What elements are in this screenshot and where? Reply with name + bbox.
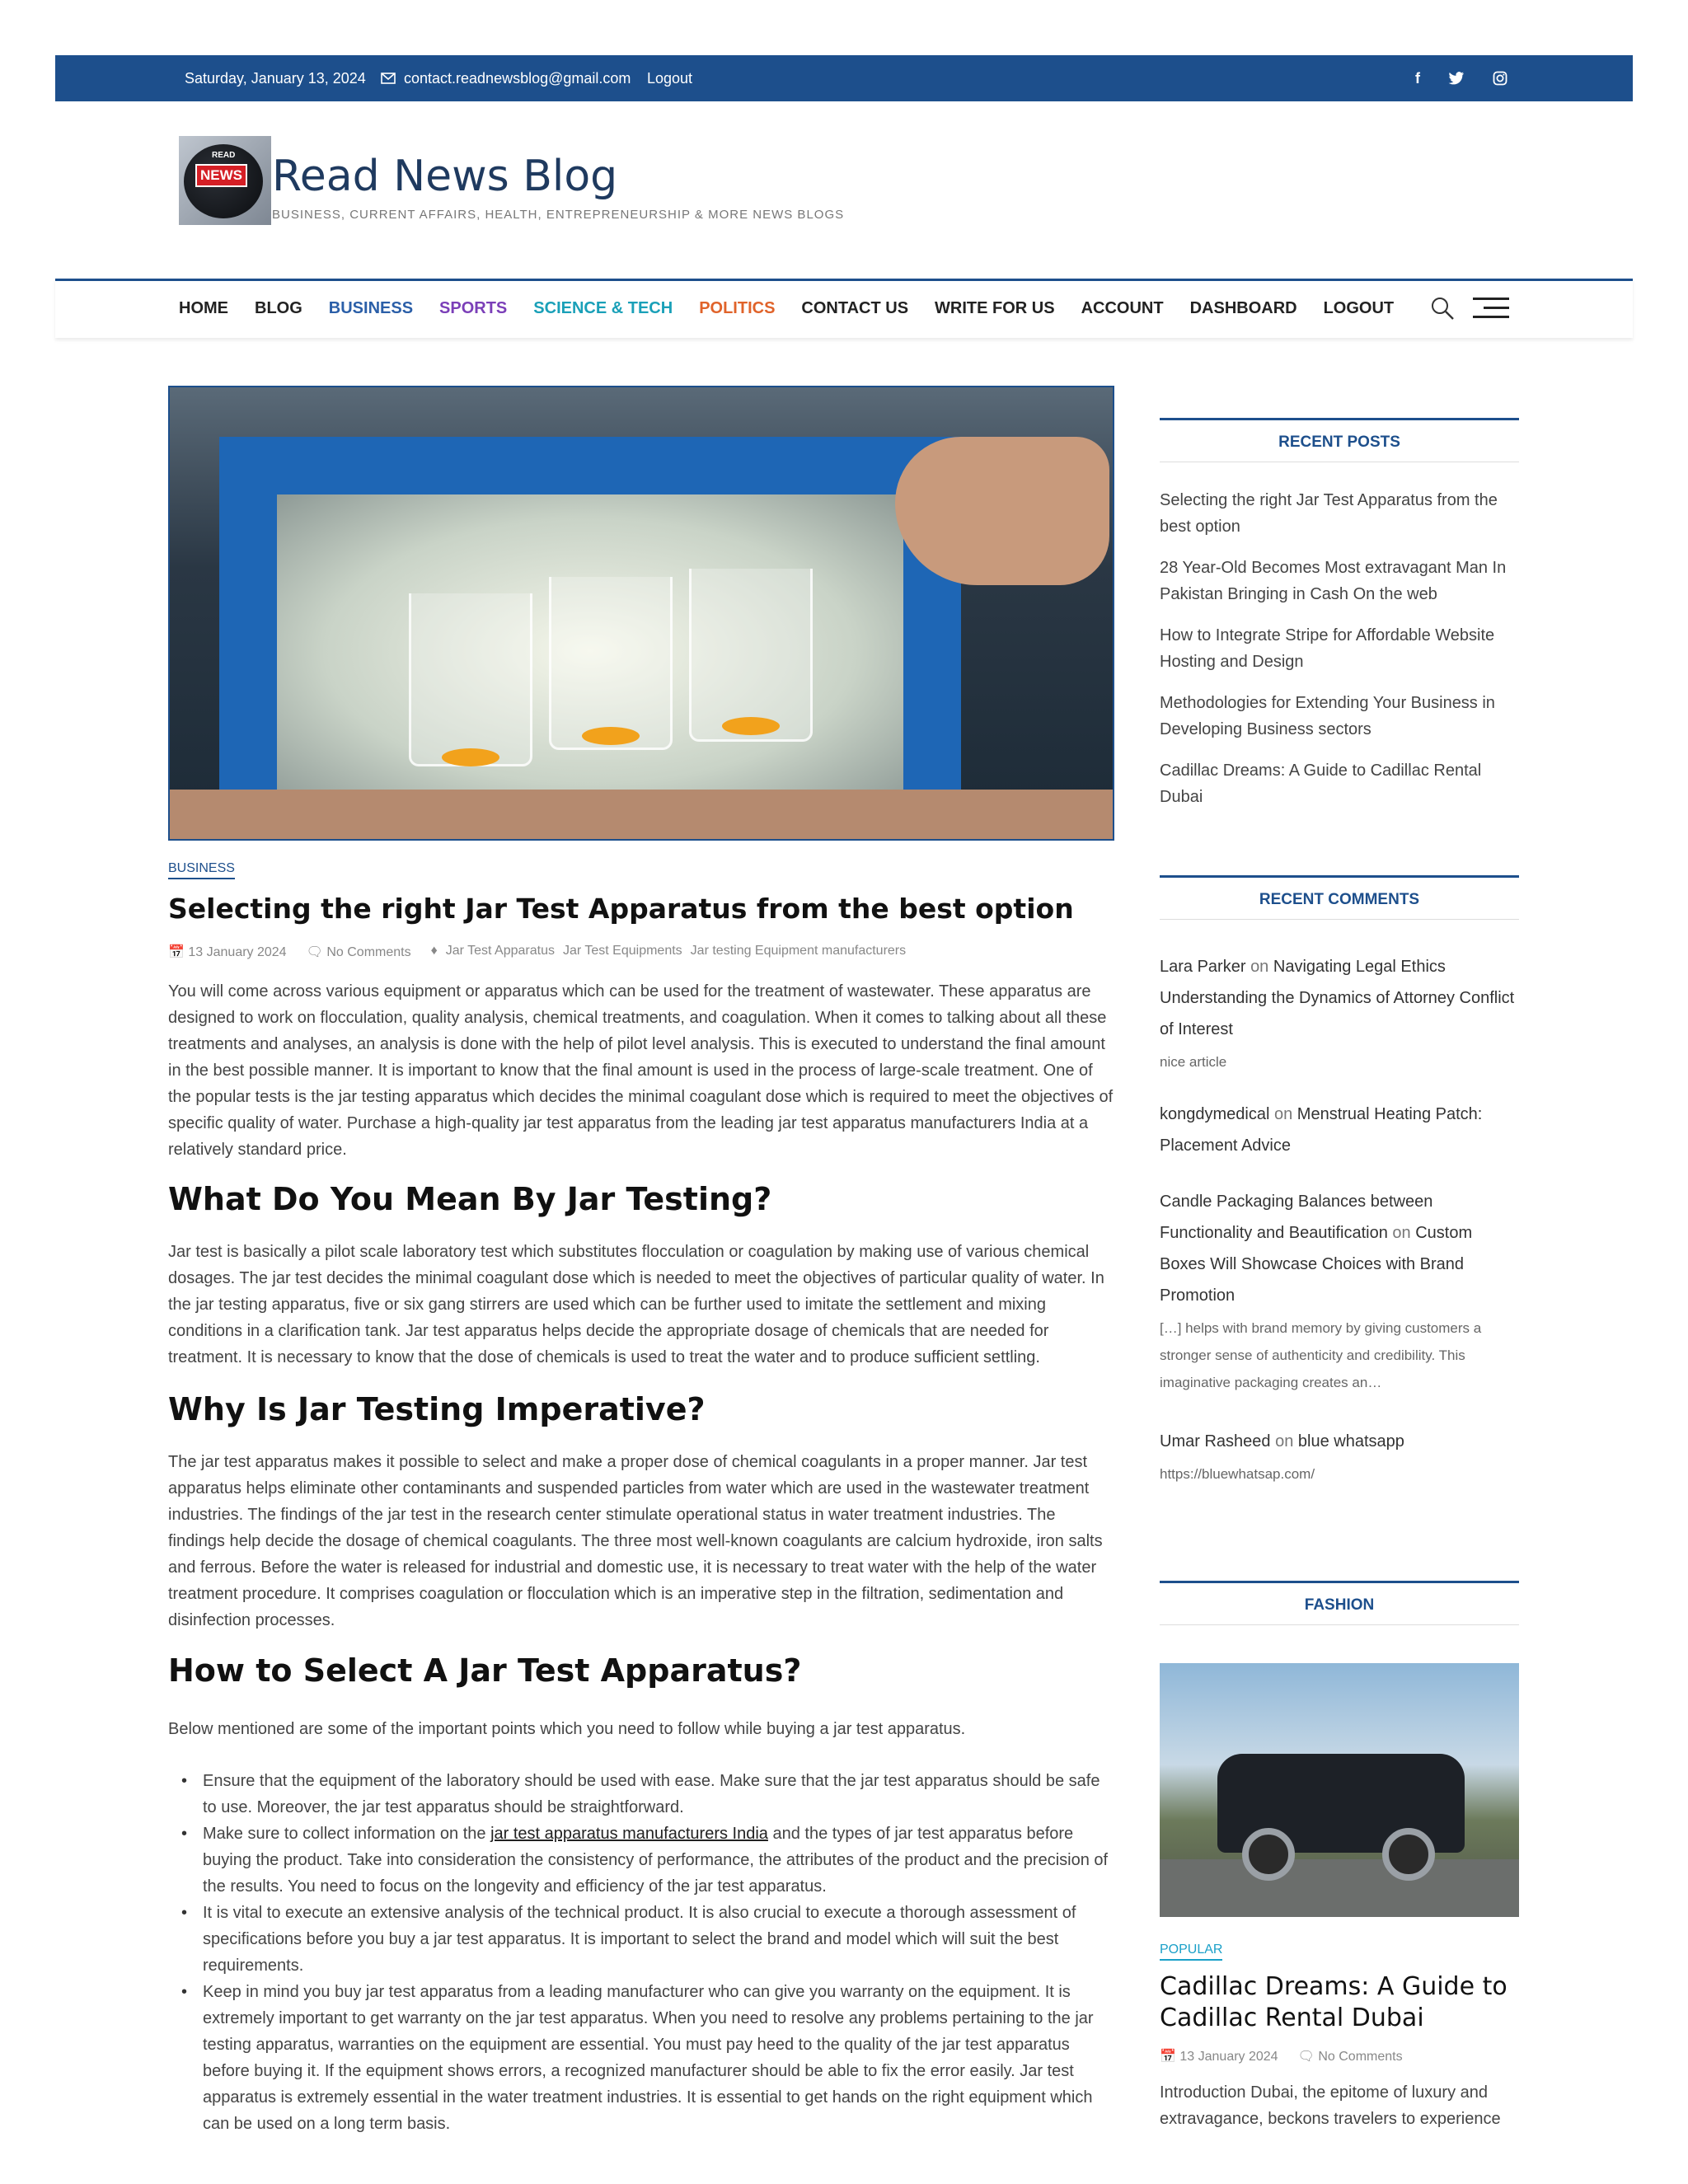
email-text: contact.readnewsblog@gmail.com: [404, 69, 631, 87]
popular-post-excerpt: Introduction Dubai, the epitome of luxury and extravagance, beckons travelers to experience: [1160, 2083, 1501, 2128]
post-intro: You will come across various equipment or apparatus which can be used for the treatment of wastewater. These apparatus are designed to work on flocculation, quality analysis, chemical treatments, and coagulation. When it comes to talking about all these treatments and analyses, an analysis is done with the help of pilot level analysis. This is executed to understand the final amount in the best possible manner. It is important to know that the final amount is used in the process of large-scale treatment. One of the popular tests is the jar testing apparatus which decides the minimal coagulant dose which is required to meet the objectives of specific quality of water. Purchase a high-quality jar test apparatus from the leading jar test apparatus manufacturers India at a relatively standard price.: [168, 982, 1114, 1159]
comment-item: [1160, 1426, 1519, 1488]
nav-item-politics[interactable]: POLITICS: [699, 299, 776, 317]
comment-post-link[interactable]: blue whatsapp: [1297, 1432, 1404, 1451]
post-tag[interactable]: Jar Test Apparatus: [445, 944, 555, 958]
menu-hamburger-icon[interactable]: [1473, 298, 1509, 325]
post-comments[interactable]: 🗨 No Comments: [306, 945, 411, 959]
recent-posts-widget: [1160, 418, 1519, 825]
nav-item-contact-us[interactable]: CONTACT US: [801, 299, 909, 317]
top-bar: [55, 55, 1633, 101]
nav-item-home[interactable]: HOME: [179, 299, 228, 317]
nav-item-account[interactable]: ACCOUNT: [1081, 299, 1164, 317]
floc-sample: [582, 727, 640, 745]
recent-post-link[interactable]: How to Integrate Stripe for Affordable Website Hosting and Design: [1160, 626, 1495, 671]
comment-author[interactable]: Candle Packaging Balances between Functionality and Beautification: [1160, 1193, 1433, 1242]
post-tags: [431, 944, 907, 960]
comment-excerpt: nice article: [1160, 1054, 1227, 1070]
widget-title: RECENT COMMENTS: [1160, 875, 1519, 920]
section-paragraph: Jar test is basically a pilot scale laboratory test which substitutes flocculation or coagulation by making use of various chemical dosages. The jar test decides the minimal coagulant dose which is needed to meet the objectives of particular quality of water. In the jar testing apparatus, five or six gang stirrers are used which can be further used to imitate the settlement and mixing conditions in a clarification tank. Jar test apparatus helps decide the appropriate dosage of chemicals that are needed for treatment. It is necessary to know that the dose of chemicals is used to treat the water and to produce sufficient settling.: [168, 1243, 1104, 1366]
nav-item-science-tech[interactable]: SCIENCE & TECH: [533, 299, 673, 317]
featured-image: [168, 386, 1114, 841]
mail-icon: [381, 73, 396, 84]
wheel-graphic: [1382, 1828, 1435, 1881]
recent-post-link[interactable]: Selecting the right Jar Test Apparatus from the best option: [1160, 491, 1498, 536]
comment-author[interactable]: Lara Parker: [1160, 958, 1246, 976]
recent-posts-list: [1160, 487, 1519, 810]
popular-post-meta: [1160, 2048, 1403, 2064]
beaker: [409, 593, 532, 766]
nav-item-logout[interactable]: LOGOUT: [1323, 299, 1395, 317]
post-tag[interactable]: Jar Test Equipments: [563, 944, 682, 958]
list-text: and the types of jar test apparatus before buying the product. Take into consideration the consistency of performance, the attributes of the product and the precision of the results. You need to focus on the longevity and efficiency of the jar test apparatus.: [203, 1825, 1109, 1896]
comment-item: [1160, 951, 1519, 1076]
comment-line: [1160, 951, 1519, 1045]
section-paragraph: The jar test apparatus makes it possible to select and make a proper dose of chemical coagulants in a proper manner. Jar test apparatus helps eliminate other contaminants and suspended particles from water which are used in the wastewater treatment industries. The findings of the jar test in the research center stimulate operational status in water treatment industries. The findings help decide the dosage of chemical coagulants. The three most well-known coagulants are calcium hydroxide, iron salts and ferrous. Before the water is released for industrial and domestic use, it is necessary to treat water with the help of the water treatment procedure. It comprises coagulation or flocculation which is an imperative step in the filtration, sedimentation and disinfection processes.: [168, 1453, 1103, 1629]
current-date: Saturday, January 13, 2024: [185, 69, 366, 87]
section-heading: Why Is Jar Testing Imperative?: [168, 1391, 706, 1427]
recent-post-link[interactable]: 28 Year-Old Becomes Most extravagant Man In Pakistan Bringing in Cash On the web: [1160, 559, 1507, 603]
comment-author[interactable]: kongdymedical: [1160, 1105, 1270, 1123]
popular-post-image[interactable]: [1160, 1663, 1519, 1917]
comment-on: on: [1392, 1224, 1411, 1242]
comment-post-link[interactable]: Custom Boxes Will Showcase Choices with Brand Promotion: [1160, 1224, 1473, 1305]
contact-email[interactable]: [381, 70, 631, 87]
twitter-icon[interactable]: [1448, 72, 1465, 85]
section-heading: How to Select A Jar Test Apparatus?: [168, 1652, 802, 1689]
post-date[interactable]: 📅 13 January 2024: [168, 945, 287, 959]
comment-line: [1160, 1099, 1519, 1161]
road-graphic: [1160, 1859, 1519, 1917]
social-links: [1415, 70, 1507, 87]
bench-surface: [170, 790, 1113, 839]
widget-title: RECENT POSTS: [1160, 418, 1519, 462]
recent-post-link[interactable]: Cadillac Dreams: A Guide to Cadillac Rental Dubai: [1160, 762, 1482, 806]
list-item: • Ensure that the equipment of the laboratory should be used with ease. Make sure that the jar test apparatus should be safe to use. Moreover, the jar test apparatus should be straightforward.: [168, 1768, 1116, 1821]
comment-post-link[interactable]: Menstrual Heating Patch: Placement Advice: [1160, 1105, 1483, 1155]
facebook-icon[interactable]: f: [1415, 69, 1420, 87]
hand-graphic: [895, 437, 1109, 585]
post-date-text: 13 January 2024: [188, 945, 287, 959]
site-title[interactable]: Read News Blog: [272, 152, 618, 201]
post-title[interactable]: Selecting the right Jar Test Apparatus from the best option: [168, 893, 1074, 925]
post-meta: [168, 944, 906, 960]
list-text: Make sure to collect information on the: [203, 1825, 491, 1843]
recent-comments-widget: [1160, 875, 1519, 1488]
post-comments-text: No Comments: [326, 945, 411, 959]
comment-on: on: [1273, 1105, 1293, 1123]
site-logo[interactable]: [179, 136, 271, 225]
list-item: [168, 1821, 1116, 1900]
search-icon[interactable]: [1430, 296, 1455, 321]
comment-excerpt: https://bluewhatsap.com/: [1160, 1466, 1315, 1482]
popular-tag[interactable]: POPULAR: [1160, 1943, 1222, 1961]
comment-line: [1160, 1186, 1519, 1311]
comment-excerpt: […] helps with brand memory by giving customers a stronger sense of authenticity and credibility. This imaginative packaging creates an…: [1160, 1320, 1482, 1390]
popular-date-text: 13 January 2024: [1179, 2050, 1278, 2064]
comment-author[interactable]: Umar Rasheed: [1160, 1432, 1271, 1451]
comment-item: [1160, 1099, 1519, 1161]
recent-post-link[interactable]: Methodologies for Extending Your Business in Developing Business sectors: [1160, 694, 1495, 738]
selection-tips-list: [168, 1768, 1116, 2137]
comment-item: [1160, 1186, 1519, 1396]
tag-icon: ♦: [430, 944, 438, 958]
post-category[interactable]: BUSINESS: [168, 861, 235, 879]
widget-title: FASHION: [1160, 1581, 1519, 1625]
list-item: • It is vital to execute an extensive analysis of the technical product. It is also crucial to execute a thorough assessment of specifications before you buy a jar test apparatus. It is important to select the brand and model which will suit the best requirements.: [168, 1900, 1116, 1979]
nav-menu: [179, 299, 1394, 318]
logo-badge: NEWS: [195, 164, 247, 187]
nav-item-dashboard[interactable]: DASHBOARD: [1189, 299, 1297, 317]
comment-post-link[interactable]: Navigating Legal Ethics Understanding the Dynamics of Attorney Conflict of Interest: [1160, 958, 1515, 1038]
section-paragraph: Below mentioned are some of the important points which you need to follow while buying a jar test apparatus.: [168, 1720, 966, 1738]
popular-post-title[interactable]: Cadillac Dreams: A Guide to Cadillac Rental Dubai: [1160, 1972, 1507, 2032]
beaker: [549, 577, 673, 750]
main-nav: [55, 279, 1633, 338]
list-item: • Keep in mind you buy jar test apparatus from a leading manufacturer who can give you warranty on the equipment. It is extremely important to get warranty on the jar test apparatus. When you need to resolve any problems pertaining to the jar testing apparatus, warranties on the equipment are essential. You must pay heed to the quality of the jar test apparatus before buying it. If the equipment shows errors, a recognized manufacturer should be able to fix the error easily. Jar test apparatus is extremely essential in the water treatment industries. It is essential to get hands on the right equipment which can be used on a long term basis.: [168, 1979, 1116, 2137]
nav-item-sports[interactable]: SPORTS: [439, 299, 508, 317]
floc-sample: [442, 748, 499, 766]
section-heading: What Do You Mean By Jar Testing?: [168, 1181, 772, 1217]
manufacturers-link[interactable]: jar test apparatus manufacturers India: [490, 1825, 768, 1843]
floc-sample: [722, 717, 780, 735]
comment-on: on: [1275, 1432, 1294, 1451]
instagram-icon[interactable]: [1493, 71, 1507, 86]
popular-comments[interactable]: 🗨 No Comments: [1297, 2050, 1403, 2064]
popular-comments-text: No Comments: [1318, 2050, 1403, 2064]
beaker: [689, 569, 813, 742]
nav-item-business[interactable]: BUSINESS: [328, 299, 414, 317]
top-logout-link[interactable]: Logout: [647, 69, 693, 87]
comment-line: [1160, 1426, 1519, 1457]
comment-on: on: [1250, 958, 1269, 976]
fashion-widget: [1160, 1581, 1519, 1625]
wheel-graphic: [1242, 1828, 1295, 1881]
post-tag[interactable]: Jar testing Equipment manufacturers: [690, 944, 907, 958]
nav-item-blog[interactable]: BLOG: [255, 299, 302, 317]
logo-small-text: READ: [212, 151, 236, 160]
nav-item-write-for-us[interactable]: WRITE FOR US: [935, 299, 1055, 317]
site-tagline: BUSINESS, CURRENT AFFAIRS, HEALTH, ENTREPRENEURSHIP & MORE NEWS BLOGS: [272, 208, 845, 222]
popular-date[interactable]: 📅 13 January 2024: [1160, 2050, 1278, 2064]
